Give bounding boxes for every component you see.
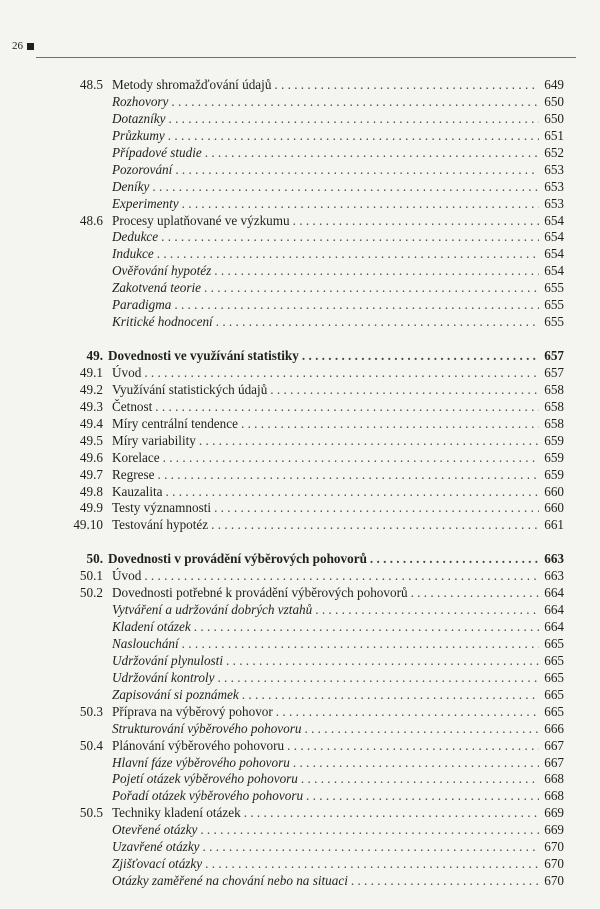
- toc-page-number: 667: [544, 754, 564, 770]
- dot-leader: [211, 517, 539, 534]
- toc-number: 50.4: [79, 737, 103, 753]
- toc-page-number: 670: [544, 873, 564, 889]
- toc-title: Úvod: [112, 364, 142, 380]
- toc-chapter: [48, 348, 564, 365]
- toc-subsection: [48, 128, 564, 145]
- toc-number: 48.6: [79, 212, 103, 228]
- toc-subsection: [48, 263, 564, 280]
- dot-leader: [203, 839, 539, 856]
- toc-title: Otevřené otázky: [112, 822, 198, 838]
- toc-spacer: [48, 534, 564, 551]
- toc-title: Dedukce: [112, 229, 159, 245]
- toc-page-number: 664: [544, 619, 564, 634]
- dot-leader: [244, 805, 539, 822]
- toc-title: Případové studie: [112, 144, 202, 160]
- toc-page-number: 664: [544, 602, 564, 618]
- toc-number: 49.7: [79, 466, 103, 482]
- table-of-contents: [48, 77, 564, 890]
- dot-leader: [205, 856, 539, 873]
- toc-subsection: [48, 788, 564, 805]
- toc-title: Korelace: [112, 449, 160, 465]
- toc-title: Úvod: [112, 568, 142, 584]
- toc-page-number: 654: [544, 229, 564, 245]
- dot-leader: [171, 94, 539, 111]
- toc-page-number: 655: [544, 314, 564, 330]
- toc-page-number: 655: [544, 280, 564, 296]
- dot-leader: [315, 602, 539, 619]
- toc-subsection: [48, 280, 564, 297]
- dot-leader: [287, 738, 539, 755]
- toc-page-number: 668: [544, 788, 564, 804]
- dot-leader: [182, 196, 539, 213]
- dot-leader: [276, 704, 539, 721]
- toc-title: Deníky: [112, 178, 150, 194]
- toc-title: Dovednosti v provádění výběrových pohovorů: [108, 551, 367, 567]
- dot-leader: [304, 721, 539, 738]
- toc-page-number: 653: [544, 178, 564, 194]
- dot-leader: [157, 467, 539, 484]
- toc-section: [48, 805, 564, 822]
- toc-number: 49.3: [79, 398, 103, 414]
- toc-section: [48, 77, 564, 94]
- toc-title: Zjišťovací otázky: [112, 856, 203, 872]
- toc-section: [48, 433, 564, 450]
- toc-subsection: [48, 179, 564, 196]
- toc-page-number: 652: [544, 144, 564, 160]
- toc-title: Otázky zaměřené na chování nebo na situaci: [112, 873, 348, 889]
- toc-page-number: 669: [544, 822, 564, 838]
- toc-title: Udržování kontroly: [112, 669, 215, 685]
- toc-subsection: [48, 771, 564, 788]
- toc-subsection: [48, 856, 564, 873]
- toc-section: [48, 738, 564, 755]
- toc-subsection: [48, 246, 564, 263]
- toc-subsection: [48, 314, 564, 331]
- page-header: [12, 40, 34, 52]
- toc-title: Paradigma: [112, 297, 172, 313]
- toc-subsection: [48, 94, 564, 111]
- toc-section: [48, 416, 564, 433]
- toc-subsection: [48, 162, 564, 179]
- toc-subsection: [48, 822, 564, 839]
- toc-title: Míry centrální tendence: [112, 415, 238, 431]
- toc-number: 49.9: [79, 500, 103, 516]
- toc-subsection: [48, 839, 564, 856]
- toc-page-number: 651: [544, 127, 564, 143]
- dot-leader: [166, 484, 539, 501]
- toc-number: 49.4: [79, 415, 103, 431]
- dot-leader: [175, 162, 539, 179]
- dot-leader: [168, 128, 539, 145]
- toc-page-number: 668: [544, 771, 564, 787]
- toc-page-number: 667: [544, 737, 564, 753]
- toc-title: Průzkumy: [112, 127, 165, 143]
- toc-page-number: 663: [544, 568, 564, 584]
- square-marker-icon: [27, 43, 34, 50]
- toc-number: 49.1: [79, 364, 103, 380]
- toc-number: 49.: [86, 348, 103, 363]
- toc-subsection: [48, 229, 564, 246]
- toc-title: Ověřování hypotéz: [112, 263, 212, 279]
- dot-leader: [216, 314, 539, 331]
- header-rule: [36, 57, 576, 58]
- toc-subsection: [48, 619, 564, 636]
- toc-page-number: 655: [544, 297, 564, 313]
- toc-title: Zapisování si poznámek: [112, 686, 239, 702]
- toc-title: Rozhovory: [112, 93, 169, 109]
- dot-leader: [270, 382, 539, 399]
- toc-number: 50.: [86, 551, 103, 567]
- toc-title: Četnost: [112, 398, 153, 414]
- toc-subsection: [48, 297, 564, 314]
- toc-title: Pojetí otázek výběrového pohovoru: [112, 771, 298, 787]
- toc-section: [48, 450, 564, 467]
- dot-leader: [174, 297, 539, 314]
- toc-section: [48, 500, 564, 517]
- toc-number: 50.1: [79, 568, 103, 584]
- toc-page-number: 665: [544, 669, 564, 685]
- dot-leader: [144, 568, 539, 585]
- dot-leader: [306, 788, 539, 805]
- toc-subsection: [48, 687, 564, 704]
- dot-leader: [293, 755, 539, 772]
- toc-title: Testování hypotéz: [112, 517, 209, 533]
- toc-page-number: 660: [544, 483, 564, 499]
- toc-title: Experimenty: [112, 195, 179, 211]
- toc-page-number: 654: [544, 263, 564, 279]
- toc-page-number: 659: [544, 466, 564, 482]
- toc-number: 49.2: [79, 381, 103, 397]
- toc-section: [48, 704, 564, 721]
- toc-number: 48.5: [79, 77, 103, 92]
- toc-number: 50.3: [79, 703, 103, 719]
- toc-title: Dovednosti ve využívání statistiky: [108, 348, 299, 363]
- toc-subsection: [48, 670, 564, 687]
- toc-page-number: 669: [544, 805, 564, 821]
- toc-title: Metody shromažďování údajů: [112, 77, 272, 92]
- toc-section: [48, 213, 564, 230]
- dot-leader: [242, 687, 539, 704]
- toc-subsection: [48, 196, 564, 213]
- toc-title: Regrese: [112, 466, 155, 482]
- dot-leader: [214, 263, 539, 280]
- dot-leader: [155, 399, 539, 416]
- toc-subsection: [48, 602, 564, 619]
- dot-leader: [214, 500, 539, 517]
- toc-title: Plánování výběrového pohovoru: [112, 737, 285, 753]
- toc-title: Využívání statistických údajů: [112, 381, 268, 397]
- toc-page-number: 650: [544, 93, 564, 109]
- toc-page-number: 665: [544, 703, 564, 719]
- toc-subsection: [48, 721, 564, 738]
- toc-page-number: 657: [544, 348, 564, 363]
- toc-page-number: 670: [544, 839, 564, 855]
- toc-page-number: 658: [544, 398, 564, 414]
- toc-number: 50.2: [79, 585, 103, 601]
- toc-page-number: 665: [544, 652, 564, 668]
- dot-leader: [200, 822, 539, 839]
- toc-subsection: [48, 636, 564, 653]
- toc-section: [48, 399, 564, 416]
- toc-subsection: [48, 145, 564, 162]
- toc-title: Pozorování: [112, 161, 173, 177]
- dot-leader: [370, 551, 539, 568]
- toc-subsection: [48, 873, 564, 890]
- toc-number: 49.6: [79, 449, 103, 465]
- toc-title: Hlavní fáze výběrového pohovoru: [112, 754, 290, 770]
- dot-leader: [301, 771, 539, 788]
- toc-title: Testy významnosti: [112, 500, 212, 516]
- toc-page-number: 654: [544, 246, 564, 262]
- toc-section: [48, 467, 564, 484]
- dot-leader: [168, 111, 539, 128]
- dot-leader: [157, 246, 539, 263]
- toc-section: [48, 484, 564, 501]
- toc-page-number: 661: [544, 517, 564, 533]
- dot-leader: [161, 229, 539, 246]
- toc-subsection: [48, 111, 564, 128]
- toc-title: Kauzalita: [112, 483, 163, 499]
- toc-subsection: [48, 653, 564, 670]
- toc-spacer: [48, 331, 564, 348]
- toc-title: Kladení otázek: [112, 619, 191, 634]
- toc-page-number: 665: [544, 635, 564, 651]
- dot-leader: [182, 636, 539, 653]
- toc-page-number: 660: [544, 500, 564, 516]
- dot-leader: [199, 433, 539, 450]
- toc-page-number: 658: [544, 415, 564, 431]
- toc-page-number: 649: [544, 77, 564, 92]
- toc-section: [48, 585, 564, 602]
- dot-leader: [302, 348, 539, 365]
- toc-number: 49.5: [79, 432, 103, 448]
- dot-leader: [205, 145, 539, 162]
- dot-leader: [293, 213, 539, 230]
- toc-page-number: 658: [544, 381, 564, 397]
- toc-number: 49.8: [79, 483, 103, 499]
- toc-number: 50.5: [79, 805, 103, 821]
- toc-section: [48, 382, 564, 399]
- toc-title: Míry variability: [112, 432, 196, 448]
- toc-number: 49.10: [73, 517, 103, 533]
- toc-page-number: 670: [544, 856, 564, 872]
- toc-title: Indukce: [112, 246, 154, 262]
- toc-chapter: [48, 551, 564, 568]
- toc-title: Zakotvená teorie: [112, 280, 201, 296]
- toc-title: Procesy uplatňované ve výzkumu: [112, 212, 290, 228]
- toc-page-number: 666: [544, 720, 564, 736]
- dot-leader: [241, 416, 539, 433]
- toc-section: [48, 568, 564, 585]
- dot-leader: [152, 179, 539, 196]
- dot-leader: [274, 77, 539, 94]
- toc-title: Dovednosti potřebné k provádění výběrových pohovorů: [112, 585, 408, 601]
- toc-page-number: 664: [544, 585, 564, 601]
- toc-title: Pořadí otázek výběrového pohovoru: [112, 788, 304, 804]
- toc-page-number: 653: [544, 195, 564, 211]
- toc-page-number: 659: [544, 432, 564, 448]
- toc-title: Strukturování výběrového pohovoru: [112, 720, 302, 736]
- dot-leader: [163, 450, 539, 467]
- toc-title: Příprava na výběrový pohovor: [112, 703, 273, 719]
- dot-leader: [226, 653, 539, 670]
- toc-title: Udržování plynulosti: [112, 652, 223, 668]
- dot-leader: [217, 670, 539, 687]
- toc-title: Uzavřené otázky: [112, 839, 200, 855]
- toc-page-number: 657: [544, 364, 564, 380]
- dot-leader: [204, 280, 539, 297]
- toc-title: Naslouchání: [112, 635, 179, 651]
- toc-page-number: 653: [544, 161, 564, 177]
- toc-page-number: 650: [544, 110, 564, 126]
- toc-page-number: 659: [544, 449, 564, 465]
- toc-section: [48, 517, 564, 534]
- toc-title: Dotazníky: [112, 110, 166, 126]
- toc-section: [48, 365, 564, 382]
- toc-page-number: 663: [544, 551, 564, 567]
- toc-page-number: 665: [544, 686, 564, 702]
- toc-page-number: 654: [544, 212, 564, 228]
- dot-leader: [194, 619, 539, 636]
- page-number: 26: [12, 40, 23, 52]
- toc-title: Techniky kladení otázek: [112, 805, 241, 821]
- dot-leader: [411, 585, 539, 602]
- toc-title: Vytváření a udržování dobrých vztahů: [112, 602, 313, 618]
- dot-leader: [144, 365, 539, 382]
- toc-subsection: [48, 755, 564, 772]
- toc-title: Kritické hodnocení: [112, 314, 213, 330]
- dot-leader: [351, 873, 539, 890]
